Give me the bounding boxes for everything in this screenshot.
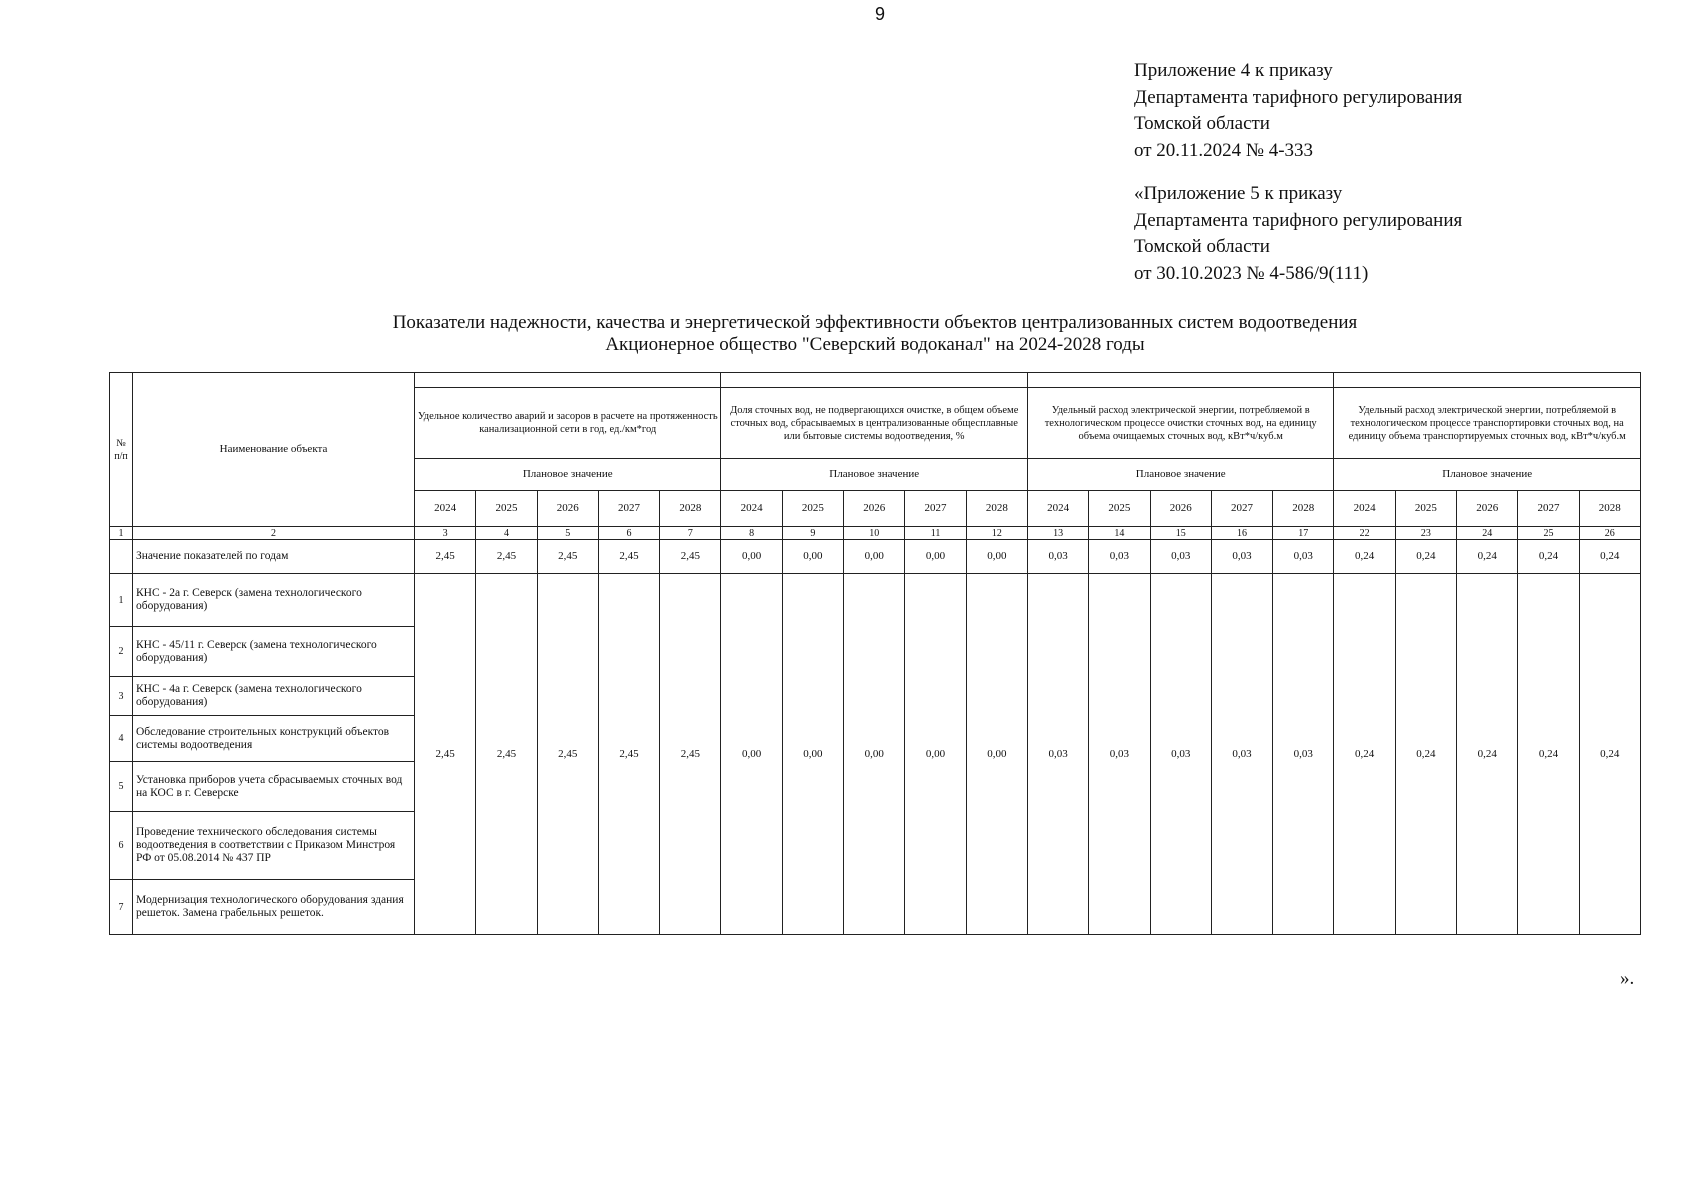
summary-value-cell: 0,03 <box>1150 540 1211 574</box>
document-title-line2: Акционерное общество "Северский водоканал" на 2024-2028 годы <box>605 334 1145 355</box>
year-header: 2028 <box>1273 491 1334 527</box>
object-row-number: 6 <box>110 812 133 880</box>
object-value-cell: 2,45 <box>660 574 721 935</box>
summary-value-cell: 0,00 <box>905 540 966 574</box>
table-row <box>110 574 1641 627</box>
year-header: 2024 <box>721 491 782 527</box>
year-header: 2024 <box>415 491 476 527</box>
year-header: 2025 <box>1395 491 1456 527</box>
column-number: 11 <box>905 527 966 540</box>
year-header: 2027 <box>905 491 966 527</box>
appendix-original-header <box>1134 181 1462 287</box>
year-header: 2027 <box>598 491 659 527</box>
plan-value-label: Плановое значение <box>1027 459 1333 491</box>
object-name: Установка приборов учета сбрасываемых сточных вод на КОС в г. Северске <box>133 762 415 812</box>
object-row-number: 3 <box>110 677 133 716</box>
year-header: 2026 <box>844 491 905 527</box>
object-value-cell: 2,45 <box>537 574 598 935</box>
column-number: 24 <box>1457 527 1518 540</box>
object-value-cell: 0,03 <box>1273 574 1334 935</box>
appendix-current-line4: от 20.11.2024 № 4-333 <box>1134 139 1314 161</box>
appendix-current-header <box>1134 58 1462 164</box>
year-header: 2025 <box>782 491 843 527</box>
group-spacer-4 <box>1334 373 1640 388</box>
column-number: 14 <box>1089 527 1150 540</box>
column-number: 15 <box>1150 527 1211 540</box>
summary-value-cell: 0,03 <box>1027 540 1088 574</box>
summary-value-cell: 0,03 <box>1273 540 1334 574</box>
object-value-cell: 0,00 <box>905 574 966 935</box>
year-header: 2027 <box>1211 491 1272 527</box>
summary-value-cell: 0,00 <box>782 540 843 574</box>
year-header: 2024 <box>1027 491 1088 527</box>
column-number: 13 <box>1027 527 1088 540</box>
summary-value-cell: 2,45 <box>537 540 598 574</box>
summary-value-cell: 0,24 <box>1395 540 1456 574</box>
object-name: КНС - 4а г. Северск (замена технологического оборудования) <box>133 677 415 716</box>
object-value-cell: 0,00 <box>721 574 782 935</box>
summary-value-cell: 0,24 <box>1334 540 1395 574</box>
summary-row-number <box>110 540 133 574</box>
indicator-group-title: Удельный расход электрической энергии, потребляемой в технологическом процессе транспортировки сточных вод, на единицу объема транспортируемых сточных вод, кВт*ч/куб.м <box>1334 388 1640 459</box>
indicator-group-title: Удельное количество аварий и засоров в расчете на протяженность канализационной сети в год, ед./км*год <box>415 388 721 459</box>
year-header: 2026 <box>537 491 598 527</box>
column-number: 9 <box>782 527 843 540</box>
summary-value-cell: 0,24 <box>1579 540 1640 574</box>
column-number: 26 <box>1579 527 1640 540</box>
column-number: 8 <box>721 527 782 540</box>
appendix-original-line1: «Приложение 5 к приказу <box>1134 183 1343 204</box>
year-header: 2025 <box>476 491 537 527</box>
summary-value-cell: 0,24 <box>1457 540 1518 574</box>
column-number: 16 <box>1211 527 1272 540</box>
column-number: 3 <box>415 527 476 540</box>
year-header: 2024 <box>1334 491 1395 527</box>
column-header-object-name: Наименование объекта <box>133 373 415 527</box>
group-spacer-1 <box>415 373 721 388</box>
group-spacer-3 <box>1027 373 1333 388</box>
object-value-cell: 2,45 <box>415 574 476 935</box>
object-value-cell: 0,24 <box>1395 574 1456 935</box>
object-value-cell: 0,24 <box>1518 574 1579 935</box>
column-number: 2 <box>133 527 415 540</box>
object-value-cell: 0,24 <box>1579 574 1640 935</box>
object-row-number: 7 <box>110 880 133 935</box>
summary-value-cell: 0,24 <box>1518 540 1579 574</box>
plan-value-label: Плановое значение <box>721 459 1027 491</box>
column-header-number: № п/п <box>110 373 133 527</box>
object-value-cell: 0,24 <box>1334 574 1395 935</box>
object-name: КНС - 2а г. Северск (замена технологического оборудования) <box>133 574 415 627</box>
column-number: 1 <box>110 527 133 540</box>
column-number: 4 <box>476 527 537 540</box>
object-value-cell: 0,03 <box>1211 574 1272 935</box>
summary-value-cell: 2,45 <box>476 540 537 574</box>
summary-value-cell: 0,03 <box>1089 540 1150 574</box>
object-name: Модернизация технологического оборудования здания решеток. Замена грабельных решеток. <box>133 880 415 935</box>
object-row-number: 4 <box>110 716 133 762</box>
object-name: КНС - 45/11 г. Северск (замена технологического оборудования) <box>133 627 415 677</box>
appendix-current-line1: Приложение 4 к приказу <box>1134 60 1333 81</box>
column-number: 25 <box>1518 527 1579 540</box>
object-row-number: 1 <box>110 574 133 627</box>
year-header: 2027 <box>1518 491 1579 527</box>
indicator-group-title: Удельный расход электрической энергии, потребляемой в технологическом процессе очистки сточных вод, на единицу объема очищаемых сточных вод, кВт*ч/куб.м <box>1027 388 1333 459</box>
plan-value-label: Плановое значение <box>415 459 721 491</box>
summary-value-cell: 2,45 <box>415 540 476 574</box>
year-header: 2028 <box>966 491 1027 527</box>
summary-value-cell: 0,00 <box>721 540 782 574</box>
year-header: 2026 <box>1150 491 1211 527</box>
summary-value-cell: 2,45 <box>660 540 721 574</box>
year-header: 2028 <box>1579 491 1640 527</box>
object-value-cell: 0,00 <box>966 574 1027 935</box>
summary-value-cell: 2,45 <box>598 540 659 574</box>
object-value-cell: 0,00 <box>782 574 843 935</box>
indicators-table <box>109 372 1641 935</box>
document-title-line1: Показатели надежности, качества и энергетической эффективности объектов централизованных систем водоотведения <box>392 312 1358 333</box>
appendix-original-line2: Департамента тарифного регулирования <box>1134 209 1463 231</box>
summary-row-label: Значение показателей по годам <box>133 540 415 574</box>
object-row-number: 2 <box>110 627 133 677</box>
object-value-cell: 0,00 <box>844 574 905 935</box>
column-number: 6 <box>598 527 659 540</box>
appendix-current-line3: Томской области <box>1134 113 1270 134</box>
column-number: 22 <box>1334 527 1395 540</box>
object-value-cell: 0,03 <box>1150 574 1211 935</box>
object-value-cell: 2,45 <box>598 574 659 935</box>
appendix-original-line3: Томской области <box>1134 236 1270 257</box>
summary-value-cell: 0,00 <box>844 540 905 574</box>
object-name: Обследование строительных конструкций объектов системы водоотведения <box>133 716 415 762</box>
object-value-cell: 0,03 <box>1089 574 1150 935</box>
year-header: 2026 <box>1457 491 1518 527</box>
object-value-cell: 0,03 <box>1027 574 1088 935</box>
object-row-number: 5 <box>110 762 133 812</box>
summary-value-cell: 0,03 <box>1211 540 1272 574</box>
appendix-original-line4: от 30.10.2023 № 4-586/9(111) <box>1134 262 1369 284</box>
document-title <box>300 312 1450 356</box>
closing-quote-mark: ». <box>1620 968 1635 989</box>
column-number: 5 <box>537 527 598 540</box>
object-name: Проведение технического обследования системы водоотведения в соответствии с Приказом Минстроя РФ от 05.08.2014 № 437 ПР <box>133 812 415 880</box>
plan-value-label: Плановое значение <box>1334 459 1640 491</box>
column-number: 23 <box>1395 527 1456 540</box>
page-number: 9 <box>874 4 885 24</box>
column-number: 10 <box>844 527 905 540</box>
column-number: 12 <box>966 527 1027 540</box>
appendix-current-line2: Департамента тарифного регулирования <box>1134 86 1463 108</box>
object-value-cell: 2,45 <box>476 574 537 935</box>
summary-value-cell: 0,00 <box>966 540 1027 574</box>
group-spacer-2 <box>721 373 1027 388</box>
year-header: 2028 <box>660 491 721 527</box>
object-value-cell: 0,24 <box>1457 574 1518 935</box>
indicator-group-title: Доля сточных вод, не подвергающихся очистке, в общем объеме сточных вод, сбрасываемых в централизованные общесплавные или бытовые системы водоотведения, % <box>721 388 1027 459</box>
year-header: 2025 <box>1089 491 1150 527</box>
column-number: 7 <box>660 527 721 540</box>
column-number: 17 <box>1273 527 1334 540</box>
